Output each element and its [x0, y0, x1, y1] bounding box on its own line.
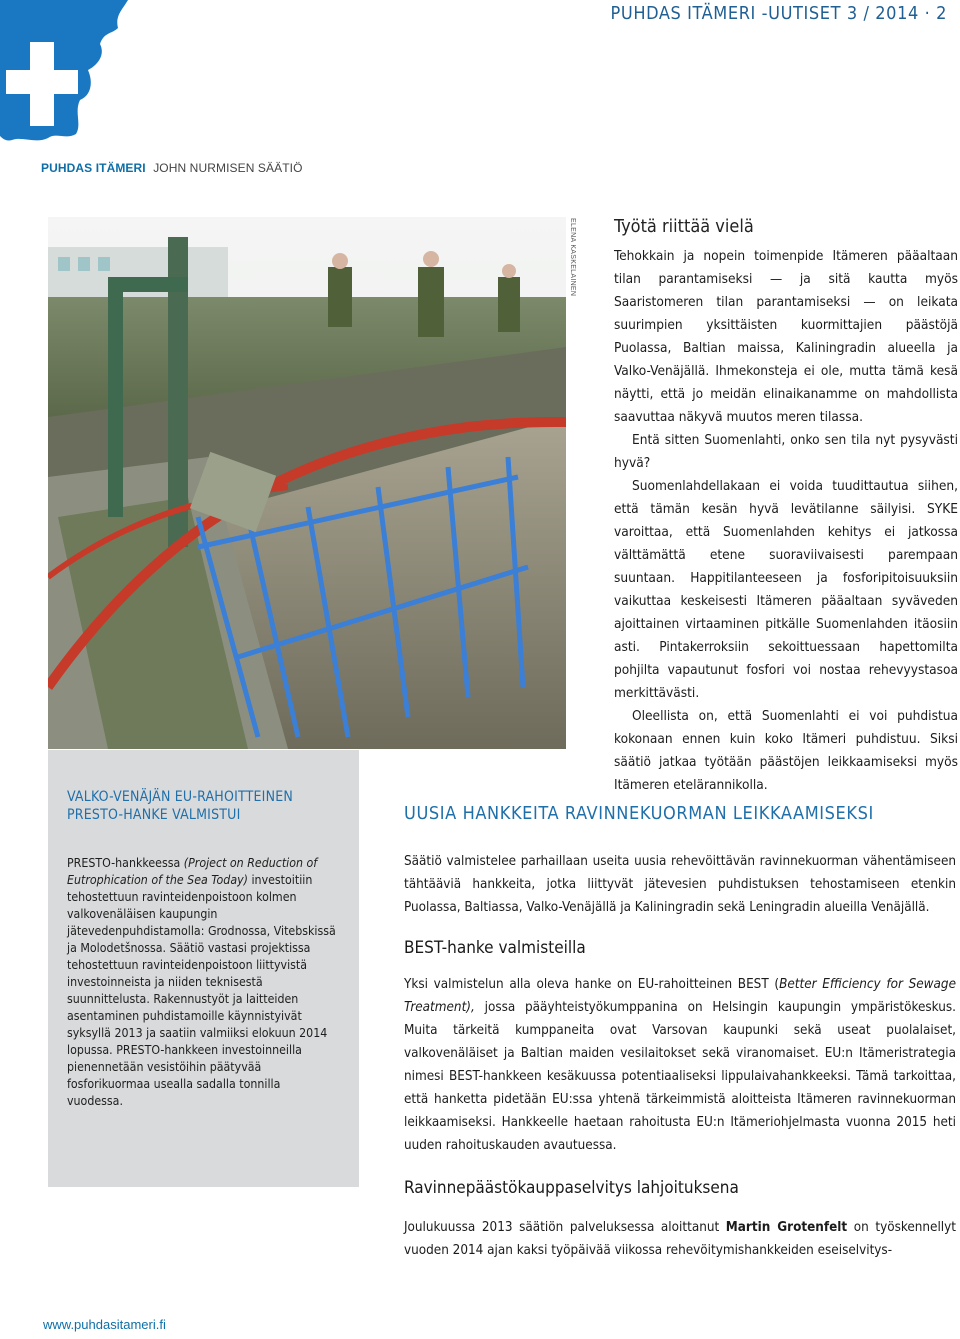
- article-paragraph: Suomenlahdellakaan ei voida tuudittautua siihen, että tämän kesän hyvä levätilanne säilyisi. SYKE varoittaa, että Suomenlahden kehitys ei jatkossa välttämättä etene suoraviivaisesti parempaan suuntaan. Happitilanteeseen ja fosforipitoisuuksiin vaikuttaa keskeisesti Itämeren pääaltaan syväveden ajoittainen virtaaminen pitkälle Suomenlahden itäosiin asti. Pintakerroksiin sekoittuessaan hapettomilta pohjilta vapautunut fosfori voi nostaa rehevyystasoa merkittävästi.: [614, 478, 958, 701]
- article-uusia-hankkeita: [404, 802, 956, 1262]
- best-paragraph: Yksi valmistelun alla oleva hanke on EU-rahoitteinen BEST (Better Efficiency for Sewage Treatment), jossa pääyhteistyökumppanina on Helsingin kaupungin ympäristökeskus. Muita tärkeitä kumppaneita ovat Varsovan kaupunki sekä useat puolalaiset, valkovenäläiset ja Baltian maiden vesilaitokset sekä viranomaiset. EU:n Itämeristrategia nimesi BEST-hankkeen kesäkuussa potentiaaliseksi lippulaivahankkeeksi. Tämä tarkoittaa, että hanketta pidetään EU:ssa yhtenä tärkeimmistä aloitteista Itämeren ravinnekuorman leikkaamiseksi. Hankkeelle haetaan rahoitusta EU:n Itämeriohjelmasta vuonna 2015 heti uuden rahoituskauden avautuessa.: [404, 977, 956, 1153]
- sidebar-heading: [67, 788, 337, 824]
- organization-name: PUHDAS ITÄMERI: [41, 161, 146, 175]
- ravinne-paragraph: Joulukuussa 2013 säätiön palveluksessa aloittanut Martin Grotenfelt on työskennellyt vuoden 2014 ajan kaksi työpäivää viikossa rehevöitymishankkeiden eseiselvitys-: [404, 1220, 957, 1258]
- article-heading: Työtä riittää vielä: [614, 216, 754, 237]
- ravinne-subheading: Ravinnepäästökauppaselvitys lahjoituksena: [404, 1178, 739, 1198]
- presto-sidebar-box: [48, 750, 359, 1187]
- organization-line: [41, 161, 303, 175]
- newsletter-issue: PUHDAS ITÄMERI -UUTISET 3 / 2014 · 2: [610, 3, 947, 24]
- article-paragraph: Tehokkain ja nopein toimenpide Itämeren pääaltaan tilan parantamiseksi — ja sitä kautta myös Saaristomeren tilan parantamiseksi — on leikata suurimpien yksittäisten kuormittajien päästöjä Puolassa, Baltian maissa, Kaliningradin alueella ja Valko-Venäjällä. Ihmekonsteja ei ole, mutta tämä kesä näytti, että jo meidän elinaikanamme on mahdollista saavuttaa näkyvä muutos meren tilassa.: [614, 248, 958, 425]
- article-paragraph: Oleellista on, että Suomenlahti ei voi puhdistua kokonaan ennen kuin koko Itämeri puhdistuu. Siksi säätiö jatkaa työtään päästöjen leikkaamiseksi myös Itämeren etelärannikolla.: [614, 708, 958, 793]
- main-article-intro: Säätiö valmistelee parhaillaan useita uusia rehevöittävän ravinnekuorman vähentämiseen tähtääviä hankkeita, jotka liittyvät jätevesien puhdistuksen tehostamiseen etenkin Puolassa, Baltiassa, Valko-Venäjällä ja Kaliningradin sekä Leningradin alueilla Venäjällä.: [404, 854, 956, 915]
- sidebar-heading-line2: PRESTO-HANKE VALMISTUI: [67, 807, 241, 823]
- photo-credit: ELENA KASKELAINEN: [569, 218, 576, 297]
- website-link[interactable]: www.puhdasitameri.fi: [43, 1317, 166, 1332]
- sidebar-heading-line1: VALKO-VENÄJÄN EU-RAHOITTEINEN: [67, 789, 293, 805]
- treatment-plant-photo: [48, 217, 566, 749]
- main-article-heading: UUSIA HANKKEITA RAVINNEKUORMAN LEIKKAAMISEKSI: [404, 803, 874, 824]
- article-paragraph: Entä sitten Suomenlahti, onko sen tila nyt pysyvästi hyvä?: [614, 432, 958, 471]
- sidebar-text: PRESTO-hankkeessa (Project on Reduction of Eutrophication of the Sea Today) investoitiin tehostettuun ravinteidenpoistoon kolmen valkovenäläisen kaupungin jätevedenpuhdistamolla: Grodnossa, Vitebskissä ja Molodetšnossa. Säätiö vastasi projektissa tehostettuun ravinteidenpoistoon liittyvistä investoinneista ja niiden teknisestä suunnittelusta. Rakennustyöt ja laitteiden asentaminen puhdistamoille käynnistyivät syksyllä 2013 ja saatiin valmiiksi elokuun 2014 lopussa. PRESTO-hankkeen investoinneilla pienennetään vesistöihin päätyvää fosforikuormaa usealla sadalla tonnilla vuodessa.: [67, 856, 336, 1108]
- cross-horizontal: [6, 70, 78, 94]
- best-subheading: BEST-hanke valmisteilla: [404, 938, 586, 958]
- foundation-name: JOHN NURMISEN SÄÄTIÖ: [153, 161, 303, 175]
- baltic-sea-logo: [0, 0, 140, 150]
- article-tyota-riittaa: [614, 215, 958, 797]
